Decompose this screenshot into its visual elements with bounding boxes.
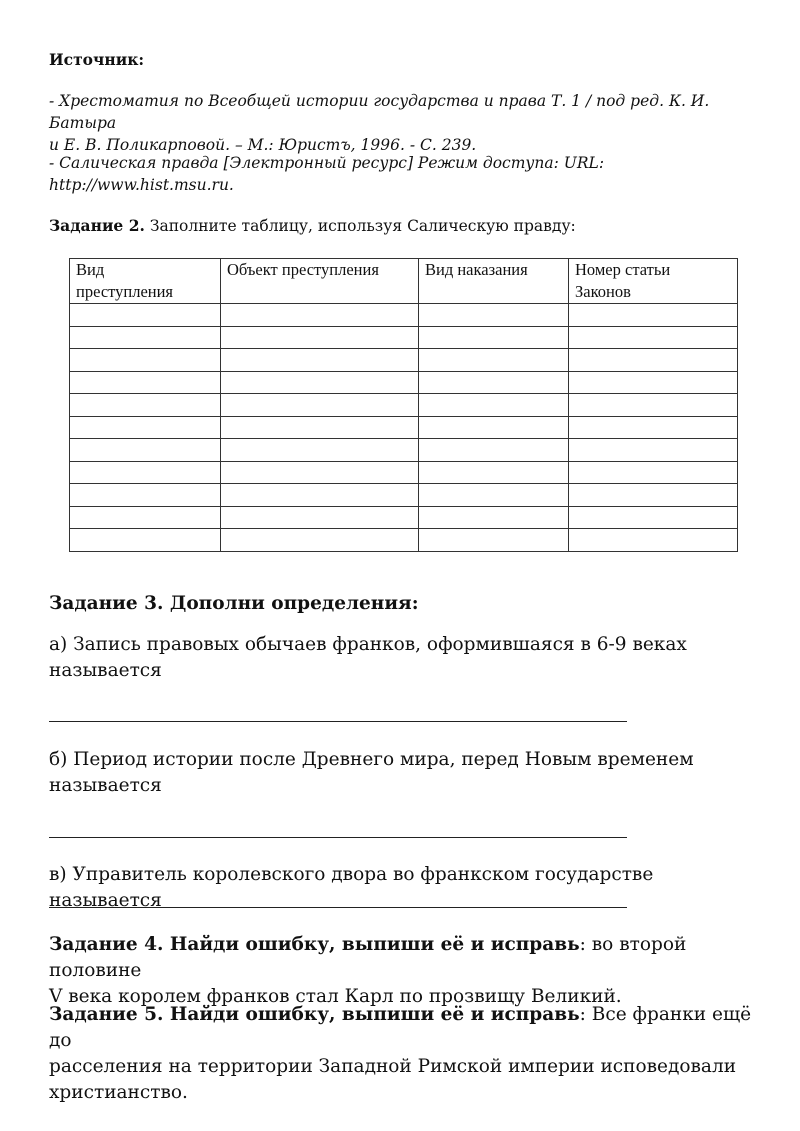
table-row	[70, 371, 738, 394]
table-cell[interactable]	[569, 506, 738, 529]
task-3-item-b	[49, 747, 759, 799]
table-cell[interactable]	[569, 461, 738, 484]
table-row	[70, 461, 738, 484]
source-reference-1-line-2: и Е. В. Поликарповой. – М.: Юристъ, 1996. - С. 239.	[49, 136, 477, 154]
table-row	[70, 326, 738, 349]
table-cell[interactable]	[221, 326, 419, 349]
table-cell[interactable]	[70, 349, 221, 372]
table-cell[interactable]	[569, 371, 738, 394]
source-reference-2-line-2: http://www.hist.msu.ru.	[49, 176, 234, 194]
source-reference-2	[49, 152, 759, 196]
table-cell[interactable]	[569, 349, 738, 372]
table-cell[interactable]	[70, 529, 221, 552]
answer-line-c[interactable]	[49, 907, 627, 908]
table-cell[interactable]	[419, 371, 569, 394]
table-cell[interactable]	[70, 461, 221, 484]
task-3-item-b-line-2: называется	[49, 775, 162, 796]
table-cell[interactable]	[419, 349, 569, 372]
table-cell[interactable]	[419, 529, 569, 552]
table-cell[interactable]	[70, 439, 221, 462]
column-header-crime-object: Объект преступления	[221, 259, 419, 304]
table-row	[70, 394, 738, 417]
task-3-heading: Задание 3. Дополни определения:	[49, 593, 419, 614]
task-5-label: Задание 5. Найди ошибку, выпиши её и исправь	[49, 1004, 580, 1025]
table-cell[interactable]	[70, 506, 221, 529]
column-header-article-number: Номер статьи Законов	[569, 259, 738, 304]
table-cell[interactable]	[419, 416, 569, 439]
table-cell[interactable]	[569, 439, 738, 462]
task-3-item-c-line-1: в) Управитель королевского двора во франкском государстве называется	[49, 864, 654, 911]
task-3-item-a-line-1: а) Запись правовых обычаев франков, оформившаяся в 6-9 веках	[49, 634, 687, 655]
table-cell[interactable]	[419, 461, 569, 484]
task-5-text-line-1: : Все франки ещё до	[49, 1004, 752, 1051]
table-cell[interactable]	[70, 394, 221, 417]
table-cell[interactable]	[569, 529, 738, 552]
table-cell[interactable]	[419, 304, 569, 327]
table-cell[interactable]	[419, 394, 569, 417]
source-heading: Источник:	[49, 50, 145, 69]
table-cell[interactable]	[221, 304, 419, 327]
table-cell[interactable]	[419, 439, 569, 462]
table-cell[interactable]	[569, 304, 738, 327]
source-reference-2-line-1: - Салическая правда [Электронный ресурс] Режим доступа: URL:	[49, 154, 605, 172]
crime-table-header-row	[70, 259, 738, 304]
task-5	[49, 1002, 759, 1106]
task-5-text-line-3: христианство.	[49, 1082, 188, 1103]
task-4	[49, 932, 759, 1010]
table-row	[70, 529, 738, 552]
table-row	[70, 484, 738, 507]
table-cell[interactable]	[221, 484, 419, 507]
task-4-text-line-2: V века королем франков стал Карл по прозвищу Великий.	[49, 986, 622, 1007]
table-cell[interactable]	[419, 326, 569, 349]
task-4-label: Задание 4. Найди ошибку, выпиши её и исправь	[49, 934, 580, 955]
crime-table-body	[70, 304, 738, 552]
table-cell[interactable]	[70, 484, 221, 507]
task-2-label: Задание 2.	[49, 216, 145, 235]
table-row	[70, 439, 738, 462]
task-4-text-line-1: : во второй половине	[49, 934, 687, 981]
table-row	[70, 416, 738, 439]
table-cell[interactable]	[569, 326, 738, 349]
table-cell[interactable]	[569, 484, 738, 507]
table-cell[interactable]	[221, 529, 419, 552]
task-3-item-a-line-2: называется	[49, 660, 162, 681]
table-row	[70, 349, 738, 372]
task-3-item-a	[49, 632, 759, 684]
table-cell[interactable]	[70, 371, 221, 394]
table-cell[interactable]	[221, 439, 419, 462]
table-cell[interactable]	[569, 416, 738, 439]
answer-line-b[interactable]	[49, 837, 627, 838]
table-row	[70, 304, 738, 327]
task-2-text: Заполните таблицу, используя Салическую правду:	[144, 217, 576, 235]
table-cell[interactable]	[221, 371, 419, 394]
table-cell[interactable]	[419, 484, 569, 507]
table-cell[interactable]	[70, 304, 221, 327]
answer-line-a[interactable]	[49, 721, 627, 722]
table-cell[interactable]	[70, 326, 221, 349]
table-cell[interactable]	[221, 394, 419, 417]
source-reference-1	[49, 90, 759, 156]
task-2-instruction	[49, 215, 759, 237]
crime-table	[69, 258, 738, 552]
table-cell[interactable]	[221, 506, 419, 529]
task-5-text-line-2: расселения на территории Западной Римской империи исповедовали	[49, 1056, 737, 1077]
table-cell[interactable]	[419, 506, 569, 529]
table-cell[interactable]	[221, 349, 419, 372]
table-cell[interactable]	[70, 416, 221, 439]
table-row	[70, 506, 738, 529]
source-reference-1-line-1: - Хрестоматия по Всеобщей истории государства и права Т. 1 / под ред. К. И. Батыра	[49, 92, 710, 132]
task-3-item-b-line-1: б) Период истории после Древнего мира, перед Новым временем	[49, 749, 694, 770]
column-header-punishment-type: Вид наказания	[419, 259, 569, 304]
table-cell[interactable]	[569, 394, 738, 417]
table-cell[interactable]	[221, 461, 419, 484]
column-header-crime-type: Вид преступления	[70, 259, 221, 304]
table-cell[interactable]	[221, 416, 419, 439]
